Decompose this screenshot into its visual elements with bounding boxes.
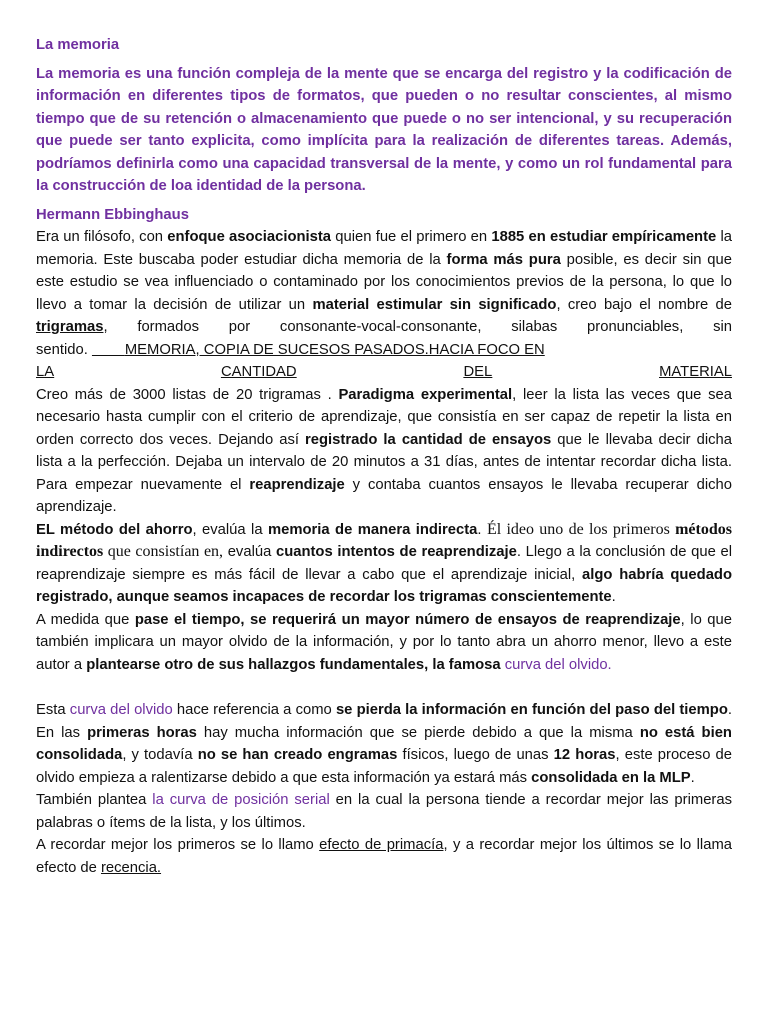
underlined-note-line-2: LA CANTIDAD DEL MATERIAL	[36, 364, 732, 380]
intro-paragraph: La memoria es una función compleja de la mente que se encarga del registro y la codificación de información en diferentes tipos de formatos, que pueden o no resultar conscientes, al mismo tiempo que de su retención o almacenamiento que puede o no ser intencional, y su recuperación que puede ser tanto explicita, como implícita para la realización de diferentes tareas. Además, podríamos definirla como una capacidad transversal de la mente, y como un rol fundamental para la construcción de loa identidad de la persona.	[36, 65, 732, 194]
paragraph-forgetting: A medida que pase el tiempo, se requerirá un mayor número de ensayos de reaprendizaje, lo que también implicara un mayor olvido de la información, y por lo tanto abra un ahorro menor, llevo a este autor a plantearse otro de sus hallazgos fundamentales, la famosa curva del olvido.	[36, 611, 732, 673]
section-heading-ebbinghaus: Hermann Ebbinghaus	[36, 206, 189, 223]
paragraph-primacy-recency: A recordar mejor los primeros se lo llamo efecto de primacía, y a recordar mejor los últimos se lo llama efecto de recencia.	[36, 837, 733, 876]
document-title: La memoria	[36, 37, 120, 53]
underlined-note: MEMORIA, COPIA DE SUCESOS PASADOS.HACIA FOCO EN	[124, 341, 545, 358]
spacer	[36, 676, 732, 699]
forgetting-curve-term: curva del olvido.	[504, 656, 612, 673]
paragraph-forgetting-curve: Esta curva del olvido hace referencia a como se pierda la información en función del paso del tiempo. En las primeras horas hay mucha información que se pierde debido a que la misma no está bien consolidada, y todavía no se han creado engramas físicos, luego de unas 12 horas, este proceso de olvido empieza a ralentizarse debido a que esta información ya estará más consolidada en la MLP.	[36, 702, 733, 786]
paragraph-ebbinghaus-intro: Era un filósofo, con enfoque asociacionista quien fue el primero en 1885 en estudiar empíricamente la memoria. Este buscaba poder estudiar dicha memoria de la forma más pura posible, es decir sin que este estudio se vea influenciado o contaminado por los conocimientos previos de la persona, lo que lo llevo a tomar la decisión de utilizar un material estimular sin significado, creo bajo el nombre de trigramas, formados por consonante-vocal-consonante, silabas pronunciables, sin sentido. MEMORIA, COPIA DE SUCESOS PASADOS.HACIA FOCO EN	[36, 229, 733, 358]
document-page	[36, 34, 732, 879]
paragraph-savings-method: EL método del ahorro, evalúa la memoria de manera indirecta. Él ideo uno de los primeros métodos indirectos que consistían en, evalúa cuantos intentos de reaprendizaje. Llego a la conclusión de que el reaprendizaje siempre es más fácil de llevar a cabo que el aprendizaje inicial, algo habría quedado registrado, aunque seamos incapaces de recordar los trigramas conscientemente.	[36, 520, 733, 605]
primacy-effect-term: efecto de primacía	[319, 837, 444, 853]
paragraph-experiment: Creo más de 3000 listas de 20 trigramas . Paradigma experimental, leer la lista las veces que sea necesario hasta cumplir con el criterio de aprendizaje, que consistía en ser capaz de repetir la lista en orden correcto dos veces. Dejando así registrado la cantidad de ensayos que le llevaba decir dicha lista a la perfección. Dejaba un intervalo de 20 minutos a 31 días, antes de intentar recordar dicha lista. Para empezar nuevamente el reaprendizaje y contaba cuantos ensayos le llevaba recuperar dicho aprendizaje.	[36, 386, 733, 515]
recency-effect-term: recencia.	[101, 859, 162, 876]
paragraph-serial-position: También plantea la curva de posición serial en la cual la persona tiende a recordar mejor las primeras palabras o ítems de la lista, y los últimos.	[36, 792, 732, 831]
